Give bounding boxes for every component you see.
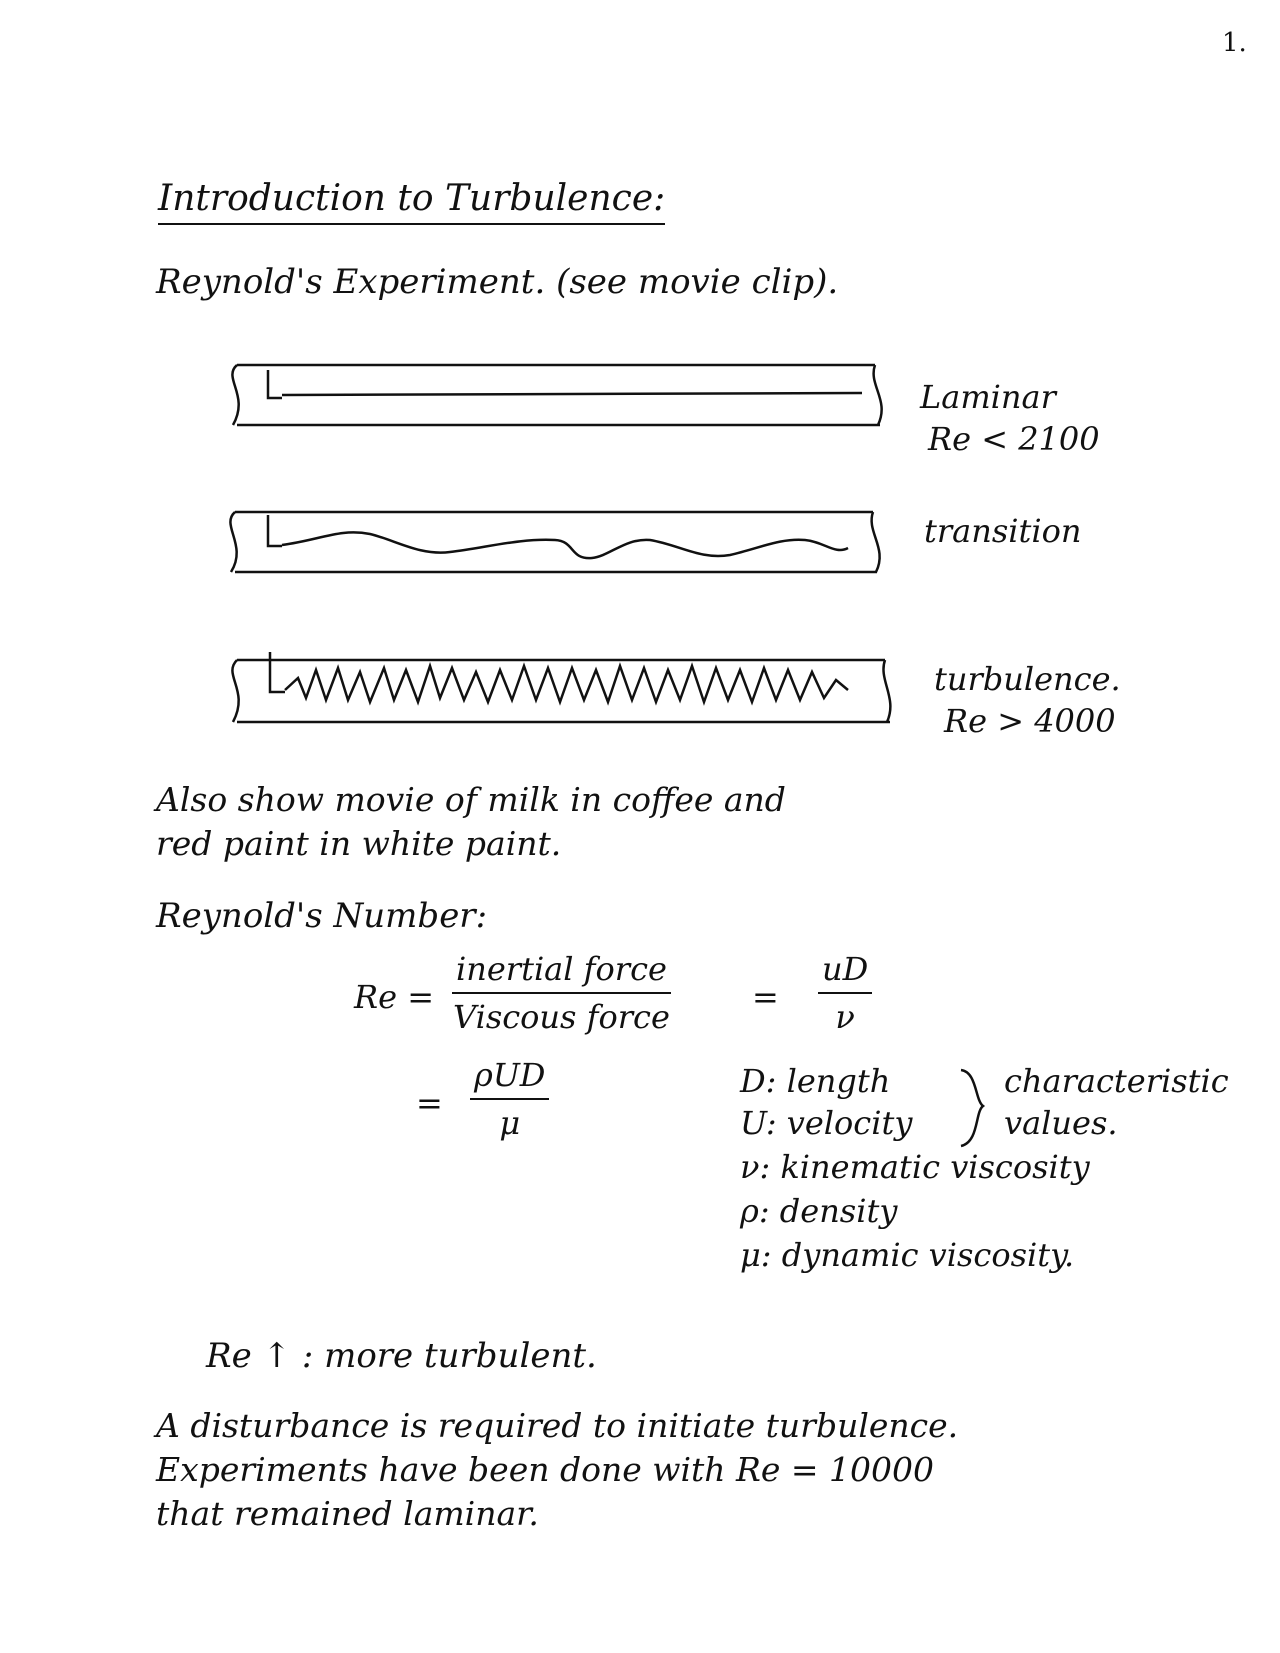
fraction-numerator: ρUD (470, 1056, 549, 1100)
experiment-heading: Reynold's Experiment. (see movie clip). (156, 262, 839, 302)
pipe-note-turbulence: Re > 4000 (944, 702, 1116, 740)
definition-dynamic-viscosity: μ: dynamic viscosity. (740, 1236, 1075, 1274)
definition-kinematic-viscosity: ν: kinematic viscosity (740, 1148, 1090, 1186)
pipe-transition (230, 512, 879, 572)
closing-text-line-3: that remained laminar. (156, 1494, 539, 1533)
pipe-label-laminar: Laminar (920, 378, 1056, 416)
equation-equals: = (752, 978, 779, 1016)
pipe-label-transition: transition (924, 512, 1082, 550)
characteristic-note-line-1: characteristic (1004, 1062, 1229, 1100)
equation-equals-2: = (416, 1084, 443, 1122)
also-text-line-2: red paint in white paint. (156, 824, 562, 863)
definition-velocity: U: velocity (740, 1104, 913, 1142)
fraction-ud-over-nu (818, 950, 872, 1036)
equation-lhs: Re = (354, 978, 435, 1016)
fraction-numerator: inertial force (452, 950, 671, 994)
reynolds-heading: Reynold's Number: (156, 896, 488, 936)
reynolds-experiment-diagram (0, 0, 1280, 760)
pipe-label-turbulence: turbulence. (934, 660, 1121, 698)
right-brace (955, 1064, 995, 1154)
closing-text-line-1: A disturbance is required to initiate turbulence. (156, 1406, 959, 1445)
also-text-line-1: Also show movie of milk in coffee and (156, 780, 786, 819)
turbulence-streak (285, 666, 848, 702)
fraction-denominator: ν (835, 998, 855, 1036)
page-title: Introduction to Turbulence: (158, 178, 665, 225)
definition-density: ρ: density (740, 1192, 898, 1230)
pipe-turbulence (232, 652, 890, 722)
pipe-laminar (232, 365, 881, 425)
definition-length: D: length (740, 1062, 891, 1100)
fraction-denominator: Viscous force (453, 998, 670, 1036)
pipe-note-laminar: Re < 2100 (928, 420, 1100, 458)
characteristic-note-line-2: values. (1004, 1104, 1118, 1142)
laminar-streak (282, 393, 862, 395)
fraction-denominator: μ (499, 1104, 521, 1142)
fraction-inertial-over-viscous (452, 950, 671, 1036)
closing-text-line-2: Experiments have been done with Re = 10000 (156, 1450, 935, 1489)
page-number: 1. (1222, 28, 1247, 58)
fraction-rho-u-d-over-mu (470, 1056, 549, 1142)
transition-streak (282, 532, 848, 558)
fraction-numerator: uD (818, 950, 872, 994)
re-increase-line: Re ↑ : more turbulent. (206, 1336, 597, 1376)
